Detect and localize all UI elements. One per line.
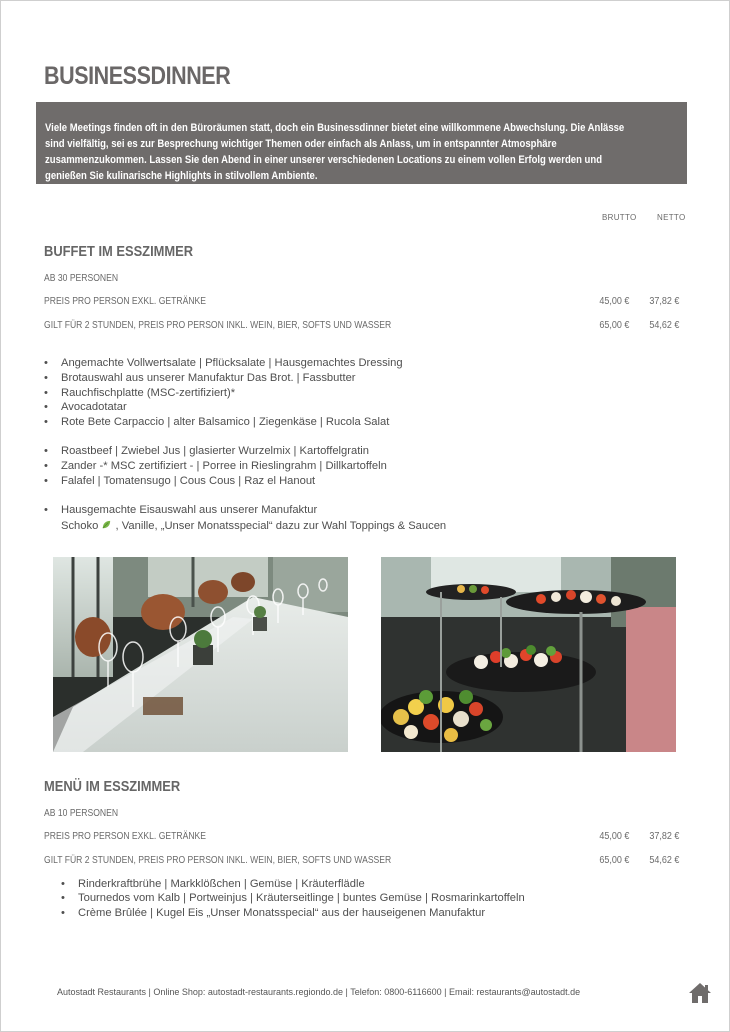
section-title-menu: MENÜ IM ESSZIMMER bbox=[44, 778, 181, 795]
menu-min-persons: AB 10 PERSONEN bbox=[44, 808, 119, 819]
price-netto: 54,62 € bbox=[648, 855, 679, 866]
column-header-brutto: BRUTTO bbox=[602, 213, 637, 222]
dessert-options: Schoko , Vanille, „Unser Monatsspecial“ dazu zur Wahl Toppings & Saucen bbox=[61, 520, 447, 532]
price-netto: 37,82 € bbox=[648, 296, 679, 307]
price-netto: 54,62 € bbox=[648, 320, 679, 331]
leaf-icon bbox=[101, 519, 112, 530]
price-brutto: 45,00 € bbox=[598, 296, 629, 307]
photo-buffet bbox=[381, 557, 676, 752]
page-title: BUSINESSDINNER bbox=[44, 62, 231, 90]
price-label: GILT FÜR 2 STUNDEN, PREIS PRO PERSON INKL. WEIN, BIER, SOFTS UND WASSER bbox=[44, 320, 392, 331]
photo-dining-room bbox=[53, 557, 348, 752]
intro-box bbox=[36, 102, 687, 184]
home-icon[interactable] bbox=[688, 982, 712, 1004]
footer-contact: Autostadt Restaurants | Online Shop: autostadt-restaurants.regiondo.de | Telefon: 0800-6116600 | Email: restaurants@autostadt.de bbox=[57, 987, 581, 997]
buffet-min-persons: AB 30 PERSONEN bbox=[44, 273, 119, 284]
column-header-netto: NETTO bbox=[657, 213, 686, 222]
intro-text: Viele Meetings finden oft in den Büroräumen statt, doch ein Businessdinner bietet eine willkommene Abwechslung. Die Anlässe sind vielfältig, sei es zur Besprechung wichtiger Themen oder einfach als Anlass, um in entspannter Atmosphäre zusammenzukommen. Lassen Sie den Abend in einer unserer verschiedenen Locations zu einem vollen Erfolg werden und genießen Sie kulinarische Highlights in stilvollem Ambiente. bbox=[45, 122, 625, 182]
section-title-buffet: BUFFET IM ESSZIMMER bbox=[44, 243, 194, 260]
price-brutto: 45,00 € bbox=[598, 831, 629, 842]
price-row bbox=[44, 296, 684, 310]
price-label: GILT FÜR 2 STUNDEN, PREIS PRO PERSON INKL. WEIN, BIER, SOFTS UND WASSER bbox=[44, 855, 392, 866]
price-brutto: 65,00 € bbox=[598, 320, 629, 331]
price-label: PREIS PRO PERSON EXKL. GETRÄNKE bbox=[44, 831, 207, 842]
price-row bbox=[44, 831, 684, 845]
price-row bbox=[44, 855, 684, 869]
price-row bbox=[44, 320, 684, 334]
price-netto: 37,82 € bbox=[648, 831, 679, 842]
price-brutto: 65,00 € bbox=[598, 855, 629, 866]
price-label: PREIS PRO PERSON EXKL. GETRÄNKE bbox=[44, 296, 207, 307]
